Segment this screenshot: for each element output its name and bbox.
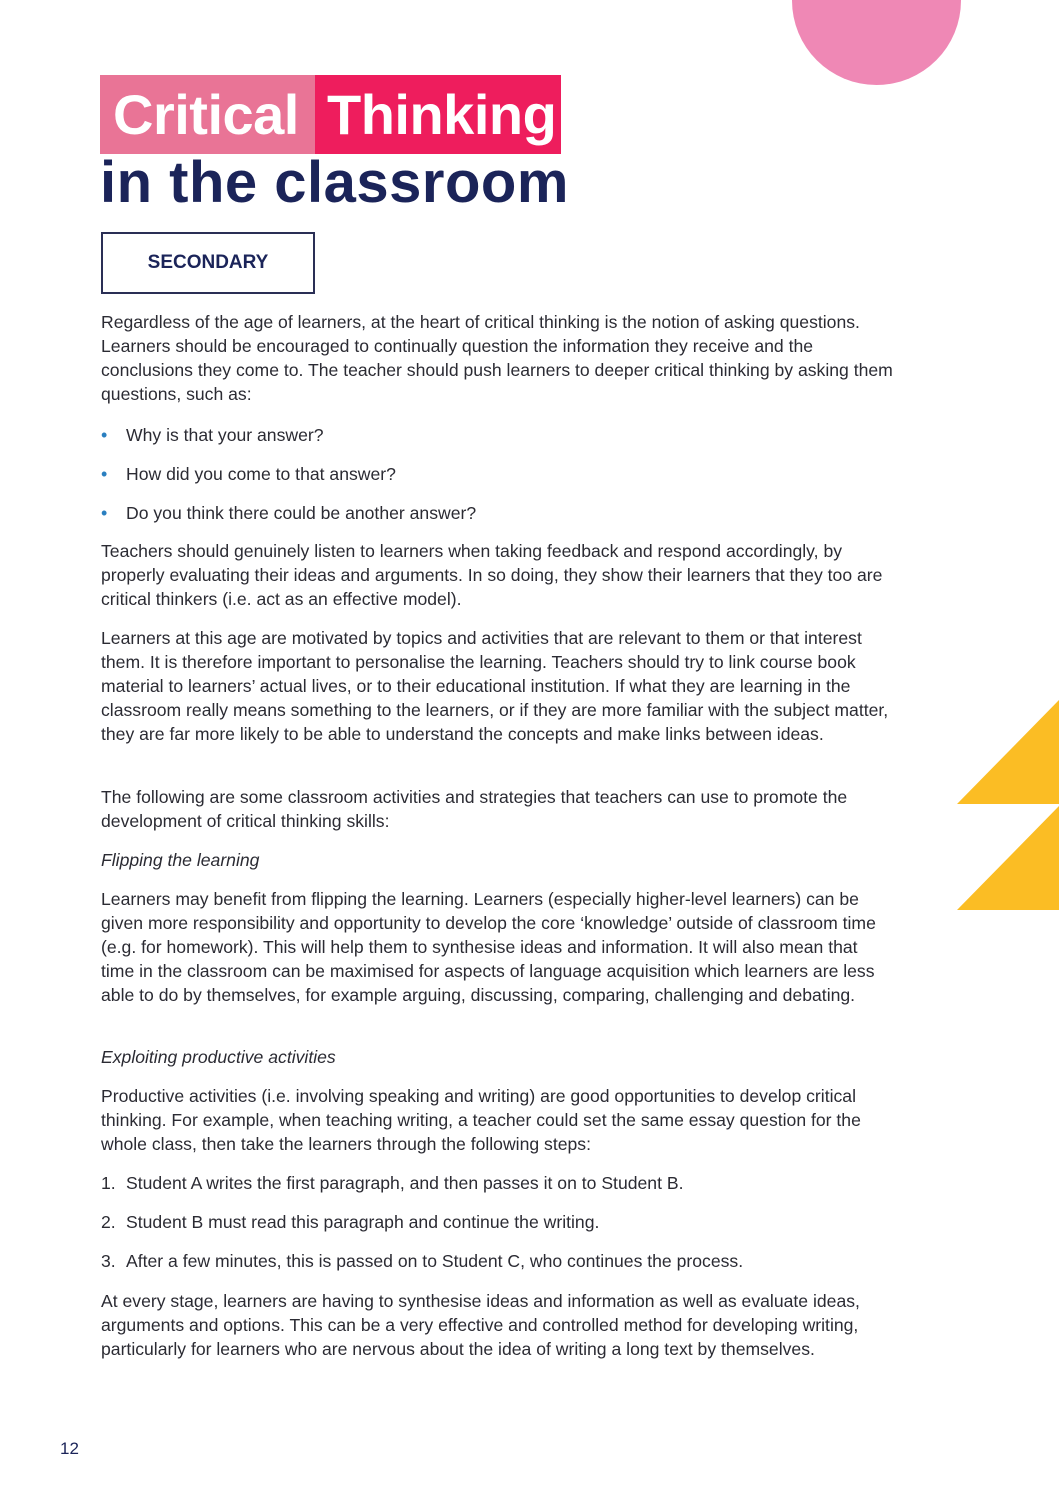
list-item-text: Why is that your answer?: [126, 425, 324, 445]
step-number: 1.: [101, 1173, 116, 1193]
paragraph-productive: Productive activities (i.e. involving speaking and writing) are good opportunities to develop critical thinking. For example, when teaching writing, a teacher could set the same essay question for the whole class, then take the learners through the following steps:: [101, 1086, 861, 1154]
list-item: [101, 462, 396, 486]
bullet-icon: •: [101, 425, 108, 445]
bullet-icon: •: [101, 503, 108, 523]
page-number: 12: [60, 1439, 79, 1458]
paragraph-listening: Teachers should genuinely listen to learners when taking feedback and respond accordingly, by properly evaluating their ideas and arguments. In so doing, they show their learners that they too are critical thinkers (i.e. act as an effective model).: [101, 541, 883, 609]
list-item-text: Do you think there could be another answer?: [126, 503, 477, 523]
title-thinking: Thinking: [315, 75, 561, 154]
bullet-icon: •: [101, 464, 108, 484]
list-item-text: How did you come to that answer?: [126, 464, 396, 484]
step-text: After a few minutes, this is passed on to Student C, who continues the process.: [126, 1251, 744, 1271]
step-item: [101, 1249, 743, 1273]
step-number: 3.: [101, 1251, 116, 1271]
paragraph-intro: Regardless of the age of learners, at the heart of critical thinking is the notion of asking questions. Learners should be encouraged to continually question the information they receive and the conclusions they come to. The teacher should push learners to deeper critical thinking by asking them questions, such as:: [101, 312, 893, 404]
step-number: 2.: [101, 1212, 116, 1232]
list-item: [101, 501, 476, 525]
subheading-flipping: Flipping the learning: [101, 850, 260, 870]
page-subtitle: in the classroom: [100, 150, 569, 215]
yellow-triangle-top: [957, 700, 1059, 804]
page-title: [100, 75, 561, 154]
step-item: [101, 1171, 683, 1195]
paragraph-flipping: Learners may benefit from flipping the learning. Learners (especially higher-level learners) can be given more responsibility and opportunity to develop the core ‘knowledge’ outside of classroom time (e.g. for homework). This will help them to synthesise ideas and information. It will also mean that time in the classroom can be maximised for aspects of language acquisition which learners are less able to do by themselves, for example arguing, discussing, comparing, challenging and debating.: [101, 889, 876, 1005]
level-badge: SECONDARY: [101, 232, 315, 294]
step-item: [101, 1210, 599, 1234]
decorative-pink-circle: [792, 0, 961, 85]
title-critical: Critical: [100, 75, 315, 154]
decorative-yellow-triangles: [955, 698, 1059, 912]
paragraph-motivation: Learners at this age are motivated by topics and activities that are relevant to them or that interest them. It is therefore important to personalise the learning. Teachers should try to link course book material to learners’ actual lives, or to their educational institution. If what they are learning in the classroom really means something to the learners, or if they are more familiar with the subject matter, they are far more likely to be able to understand the concepts and make links between ideas.: [101, 628, 889, 744]
step-text: Student B must read this paragraph and continue the writing.: [126, 1212, 600, 1232]
subheading-productive: Exploiting productive activities: [101, 1047, 336, 1067]
paragraph-conclusion: At every stage, learners are having to synthesise ideas and information as well as evaluate ideas, arguments and options. This can be a very effective and controlled method for developing writing, particularly for learners who are nervous about the idea of writing a long text by themselves.: [101, 1291, 860, 1359]
yellow-triangle-bottom: [957, 806, 1059, 910]
list-item: [101, 423, 324, 447]
paragraph-activities-intro: The following are some classroom activities and strategies that teachers can use to promote the development of critical thinking skills:: [101, 787, 848, 831]
step-text: Student A writes the first paragraph, and then passes it on to Student B.: [126, 1173, 684, 1193]
